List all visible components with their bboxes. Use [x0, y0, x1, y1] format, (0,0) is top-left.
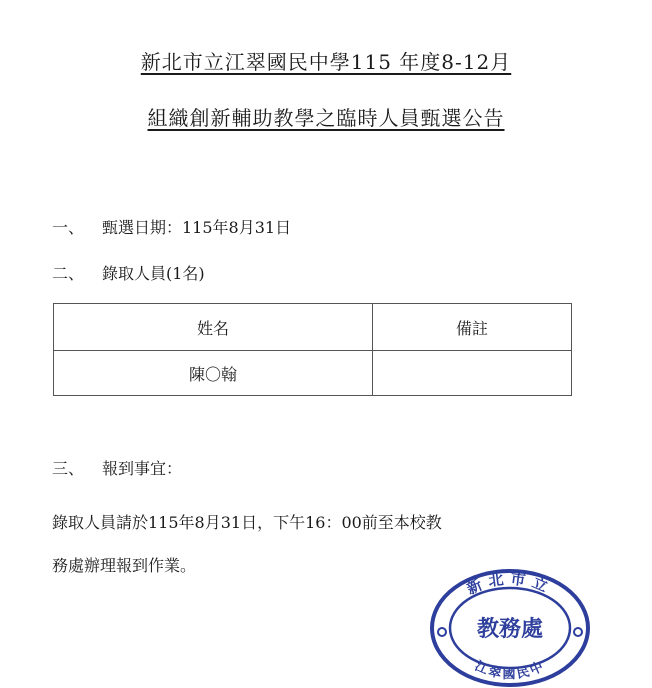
seal-bottom-text: 江翠國民中	[472, 658, 548, 682]
section-text: 錄取人員(1名)	[102, 264, 205, 283]
table-cell-remarks	[373, 351, 572, 396]
table-header-row	[54, 304, 572, 351]
section-text: 甄選日期：115年8月31日	[102, 218, 292, 237]
section-number: 二、	[52, 264, 85, 283]
notice-paragraph-line2: 務處辦理報到作業。	[52, 556, 197, 575]
notice-paragraph-line1: 錄取人員請於115年8月31日，下午16：00前至本校教	[52, 513, 442, 532]
seal-top-text: 新北市立	[464, 569, 556, 599]
seal-center-text: 教務處	[476, 616, 544, 642]
section-number: 三、	[52, 459, 85, 478]
section-text: 報到事宜：	[102, 459, 183, 478]
section-reporting	[52, 456, 182, 479]
table-header-name: 姓名	[54, 304, 373, 351]
table-row	[54, 351, 572, 396]
seal-left-emblem	[438, 628, 446, 636]
section-selection-date	[52, 215, 291, 238]
admitted-staff-table	[53, 303, 572, 396]
official-seal	[428, 566, 592, 688]
notice-title-line2: 組織創新輔助教學之臨時人員甄選公告	[147, 106, 505, 130]
table-cell-name: 陳〇翰	[54, 351, 373, 396]
section-admitted-staff	[52, 261, 205, 284]
seal-right-emblem	[574, 628, 582, 636]
notice-title-line1: 新北市立江翠國民中學115 年度8-12月	[140, 50, 512, 74]
section-number: 一、	[52, 218, 85, 237]
table-header-remarks: 備註	[373, 304, 572, 351]
